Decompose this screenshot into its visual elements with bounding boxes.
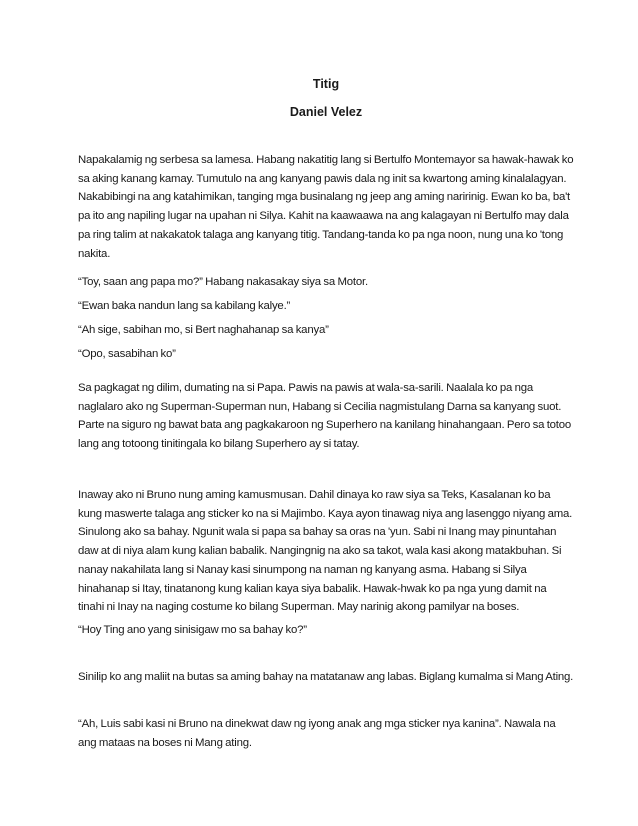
paragraph: “Ah, Luis sabi kasi ni Bruno na dinekwat daw ng iyong anak ang mga sticker nya kanina”. Nawala na ang mataas na boses ni Mang ating. [78, 718, 556, 749]
paragraph: “Hoy Ting ano yang sinisigaw mo sa bahay ko?” [78, 624, 307, 636]
paragraph: “Opo, sasabihan ko” [78, 348, 176, 360]
document-author: Daniel Velez [289, 105, 363, 119]
paragraph: Inaway ako ni Bruno nung aming kamusmusan. Dahil dinaya ko raw siya sa Teks, Kasalanan ko ba kung maswerte talaga ang sticker ko na si Majimbo. Kaya ayon tinawag niya ang lasenggo niyang ama. Sinulong ako sa bahay. Ngunit wala si papa sa bahay sa oras na 'yun. Sabi ni Inang may pinuntahan daw at di niya alam kung kalian babalik. Nangingnig na ako sa takot, wala kasi akong matakbuhan. Si nanay nakahilata lang si Nanay kasi sinumpong na naman ng kanyang asma. Habang si Silya hinahanap si Itay, tinatanong kung kalian kaya siya babalik. Hawak-hwak ko pa nga yung damit na tinahi ni Inay na naging costume ko bilang Superman. May narinig akong pamilyar na boses. [78, 489, 573, 614]
paragraph: Sa pagkagat ng dilim, dumating na si Papa. Pawis na pawis at wala-sa-sarili. Naalala ko pa nga naglalaro ako ng Superman-Superman nun, Habang si Cecilia nagmistulang Darna sa kanyang suot. Parte na siguro ng bawat bata ang pagkakaroon ng Superhero na kanilang hinahangaan. Pero sa totoo lang ang totoong tinitingala ko bilang Superhero ay si tatay. [78, 382, 572, 451]
paragraph: “Ah sige, sabihan mo, si Bert naghahanap sa kanya” [78, 324, 329, 336]
paragraph: “Ewan baka nandun lang sa kabilang kalye.” [78, 300, 291, 312]
paragraph: Napakalamig ng serbesa sa lamesa. Habang nakatitig lang si Bertulfo Montemayor sa hawak-hawak ko sa aking kanang kamay. Tumutulo na ang kanyang pawis dala ng init sa kwartong aming kinalalagyan. Nakabibingi na ang katahimikan, tanging mga businalang ng jeep ang aming naririnig. Ewan ko ba, ba't pa ito ang napiling lugar na upahan ni Silya. Kahit na kaawaawa na ang kalagayan ni Bertulfo may dala pa ring talim at nakakatok talaga ang kanyang titig. Tandang-tanda ko pa nga noon, nung una ko 'tong nakita. [78, 154, 574, 260]
document-title: Titig [312, 77, 340, 91]
paragraph: “Toy, saan ang papa mo?” Habang nakasakay siya sa Motor. [78, 276, 368, 288]
paragraph: Sinilip ko ang maliit na butas sa aming bahay na matatanaw ang labas. Biglang kumalma si Mang Ating. [78, 671, 574, 683]
